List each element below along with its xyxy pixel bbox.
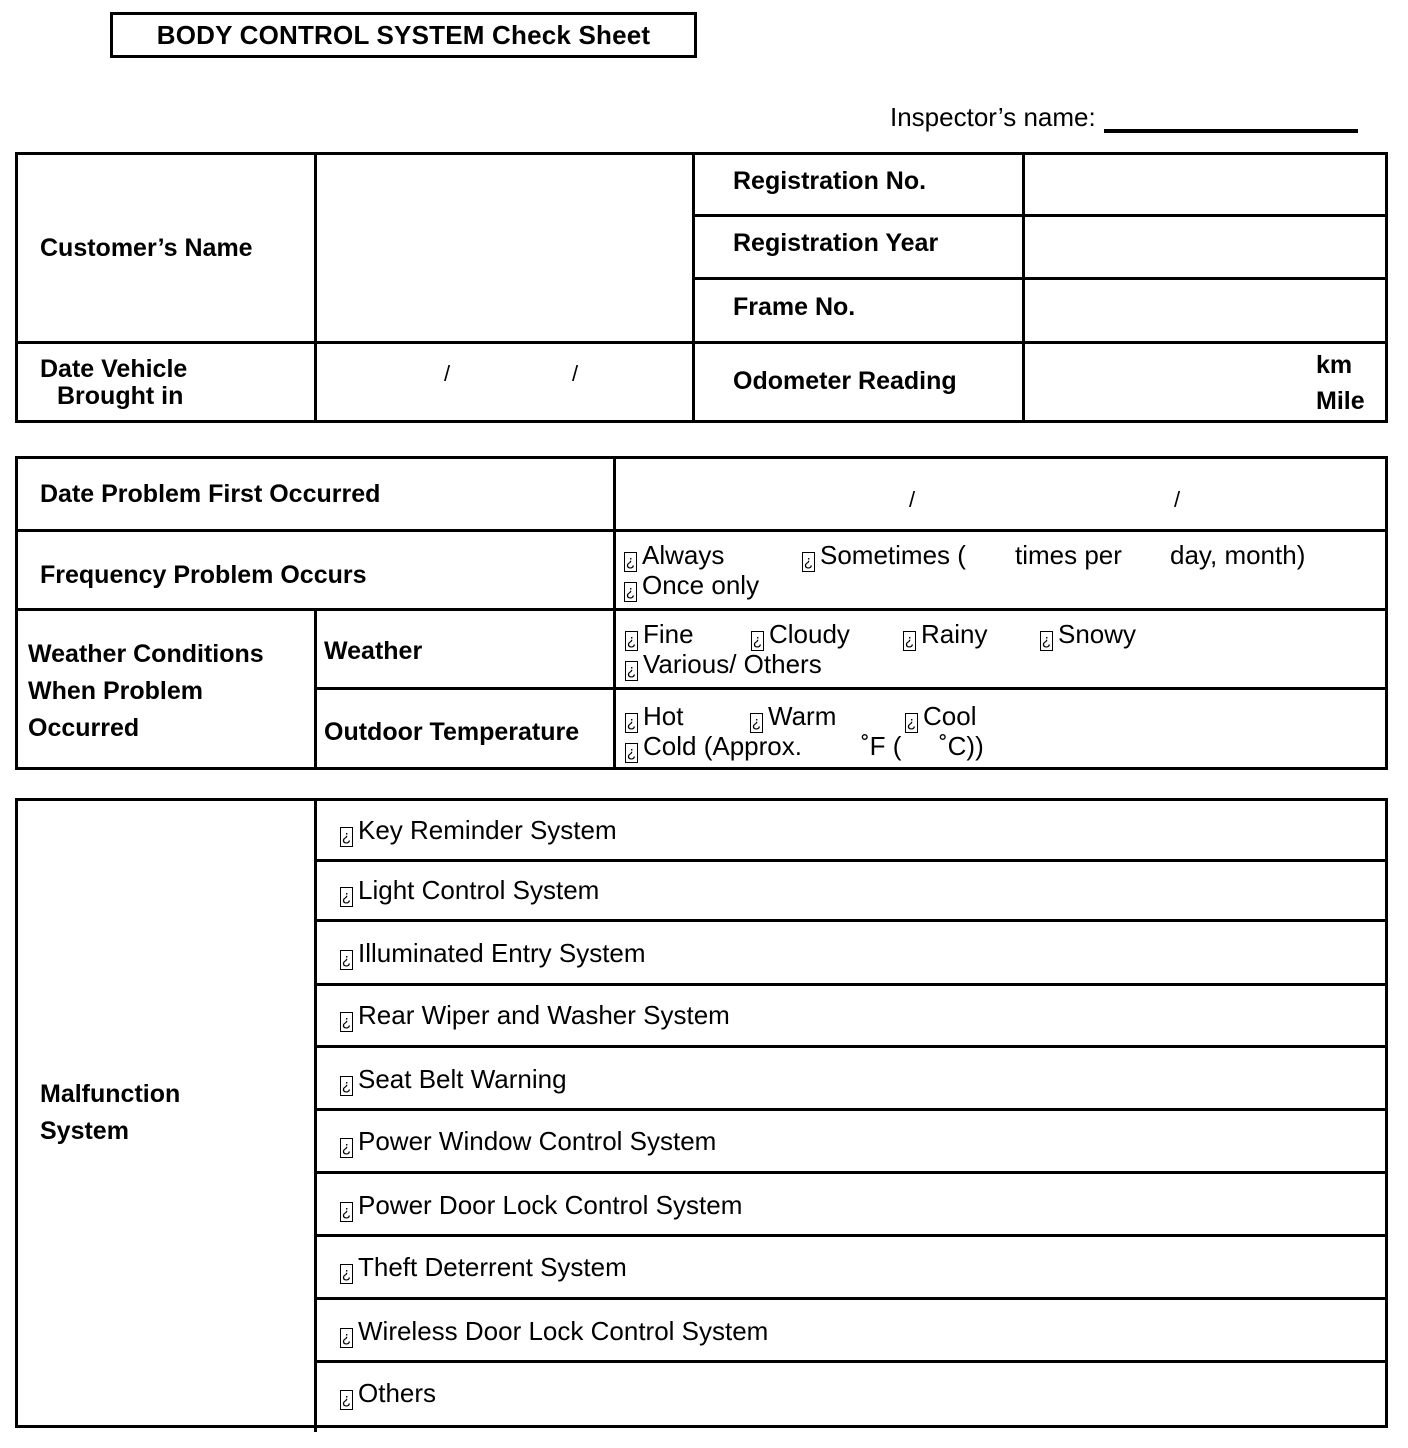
divider <box>314 1045 1388 1048</box>
divider <box>314 919 1388 922</box>
malfunction-option-theft-deterrent[interactable]: ¿ Theft Deterrent System <box>341 1252 627 1282</box>
inspector-label: Inspector’s name: <box>890 102 1096 132</box>
checkbox-icon: ¿ <box>341 1013 352 1030</box>
temperature-option-cold[interactable]: ¿ Cold (Approx. <box>626 731 802 761</box>
odometer-label: Odometer Reading <box>733 367 957 395</box>
weather-conditions-label: Weather Conditions When Problem Occurred <box>28 640 264 742</box>
customer-name-label: Customer’s Name <box>40 234 253 262</box>
divider <box>314 1108 1388 1111</box>
frame-no-input[interactable] <box>1025 280 1385 341</box>
temperature-options <box>616 690 1385 767</box>
odometer-unit-km: km <box>1316 351 1353 379</box>
temperature-celsius: ˚C)) <box>939 731 984 761</box>
weather-option-snowy[interactable]: ¿ Snowy <box>1041 619 1137 649</box>
malfunction-option-wireless-door-lock[interactable]: ¿ Wireless Door Lock Control System <box>341 1316 769 1346</box>
checkbox-icon: ¿ <box>341 888 352 905</box>
checkbox-icon: ¿ <box>751 714 762 731</box>
malfunction-option-power-door-lock[interactable]: ¿ Power Door Lock Control System <box>341 1190 743 1220</box>
registration-no-label: Registration No. <box>733 167 927 195</box>
checkbox-icon: ¿ <box>341 1077 352 1094</box>
checkbox-icon: ¿ <box>341 951 352 968</box>
checkbox-icon: ¿ <box>341 1203 352 1220</box>
malfunction-option-rear-wiper[interactable]: ¿ Rear Wiper and Washer System <box>341 1000 730 1030</box>
frequency-times-per: times per <box>1015 540 1122 570</box>
date-brought-input[interactable] <box>317 344 692 421</box>
page-title: BODY CONTROL SYSTEM Check Sheet <box>110 12 697 58</box>
checkbox-icon: ¿ <box>1041 632 1052 649</box>
checkbox-icon: ¿ <box>626 744 637 761</box>
divider <box>692 152 695 423</box>
checkbox-icon: ¿ <box>625 553 636 570</box>
date-first-occurred-input[interactable] <box>616 459 1385 529</box>
weather-option-rainy[interactable]: ¿ Rainy <box>904 619 988 649</box>
date-separator: / <box>909 487 916 512</box>
temperature-option-hot[interactable]: ¿ Hot <box>626 701 684 731</box>
malfunction-option-others[interactable]: ¿ Others <box>341 1378 437 1408</box>
registration-no-input[interactable] <box>1025 155 1385 214</box>
date-brought-label: Date Vehicle Brought in <box>40 355 188 410</box>
customer-name-input[interactable] <box>317 155 692 341</box>
frequency-options <box>616 532 1385 608</box>
divider <box>314 859 1388 862</box>
malfunction-option-illuminated-entry[interactable]: ¿ Illuminated Entry System <box>341 938 646 968</box>
date-separator: / <box>572 361 579 386</box>
checkbox-icon: ¿ <box>341 1329 352 1346</box>
outdoor-temperature-label: Outdoor Temperature <box>324 717 580 746</box>
date-separator: / <box>444 361 451 386</box>
odometer-input[interactable] <box>1025 344 1385 421</box>
malfunction-option-seat-belt[interactable]: ¿ Seat Belt Warning <box>341 1064 567 1094</box>
checkbox-icon: ¿ <box>341 828 352 845</box>
date-separator: / <box>1174 487 1181 512</box>
frequency-option-always[interactable]: ¿ Always <box>625 540 725 570</box>
frame-no-label: Frame No. <box>733 293 856 321</box>
checkbox-icon: ¿ <box>906 714 917 731</box>
divider <box>314 1171 1388 1174</box>
weather-option-fine[interactable]: ¿ Fine <box>626 619 694 649</box>
checkbox-icon: ¿ <box>341 1265 352 1282</box>
malfunction-system-label: Malfunction System <box>40 1080 181 1145</box>
temperature-option-warm[interactable]: ¿ Warm <box>751 701 837 731</box>
registration-year-input[interactable] <box>1025 217 1385 277</box>
divider <box>314 1360 1388 1363</box>
malfunction-option-power-window[interactable]: ¿ Power Window Control System <box>341 1126 717 1156</box>
checkbox-icon: ¿ <box>803 553 814 570</box>
inspector-field <box>890 102 1358 133</box>
weather-option-cloudy[interactable]: ¿ Cloudy <box>752 619 850 649</box>
registration-year-label: Registration Year <box>733 229 939 257</box>
divider <box>314 1297 1388 1300</box>
temperature-fahrenheit: ˚F ( <box>861 731 902 761</box>
checkbox-icon: ¿ <box>626 632 637 649</box>
frequency-option-once-only[interactable]: ¿ Once only <box>625 570 760 600</box>
malfunction-option-key-reminder[interactable]: ¿ Key Reminder System <box>341 815 617 845</box>
checkbox-icon: ¿ <box>626 662 637 679</box>
divider <box>314 983 1388 986</box>
weather-option-various[interactable]: ¿ Various/ Others <box>626 649 822 679</box>
frequency-day-month: day, month) <box>1170 540 1306 570</box>
temperature-option-cool[interactable]: ¿ Cool <box>906 701 977 731</box>
checkbox-icon: ¿ <box>626 714 637 731</box>
checkbox-icon: ¿ <box>904 632 915 649</box>
date-first-occurred-label: Date Problem First Occurred <box>40 480 381 508</box>
checkbox-icon: ¿ <box>625 583 636 600</box>
divider <box>314 1234 1388 1237</box>
frequency-option-sometimes[interactable]: ¿ Sometimes ( <box>803 540 966 570</box>
checkbox-icon: ¿ <box>341 1391 352 1408</box>
weather-options <box>616 611 1385 687</box>
weather-label: Weather <box>324 637 423 665</box>
frequency-label: Frequency Problem Occurs <box>40 561 367 589</box>
checkbox-icon: ¿ <box>752 632 763 649</box>
divider <box>314 798 317 1432</box>
checkbox-icon: ¿ <box>341 1139 352 1156</box>
inspector-name-input[interactable] <box>1104 103 1358 133</box>
odometer-unit-mile: Mile <box>1316 387 1365 415</box>
malfunction-option-light-control[interactable]: ¿ Light Control System <box>341 875 600 905</box>
